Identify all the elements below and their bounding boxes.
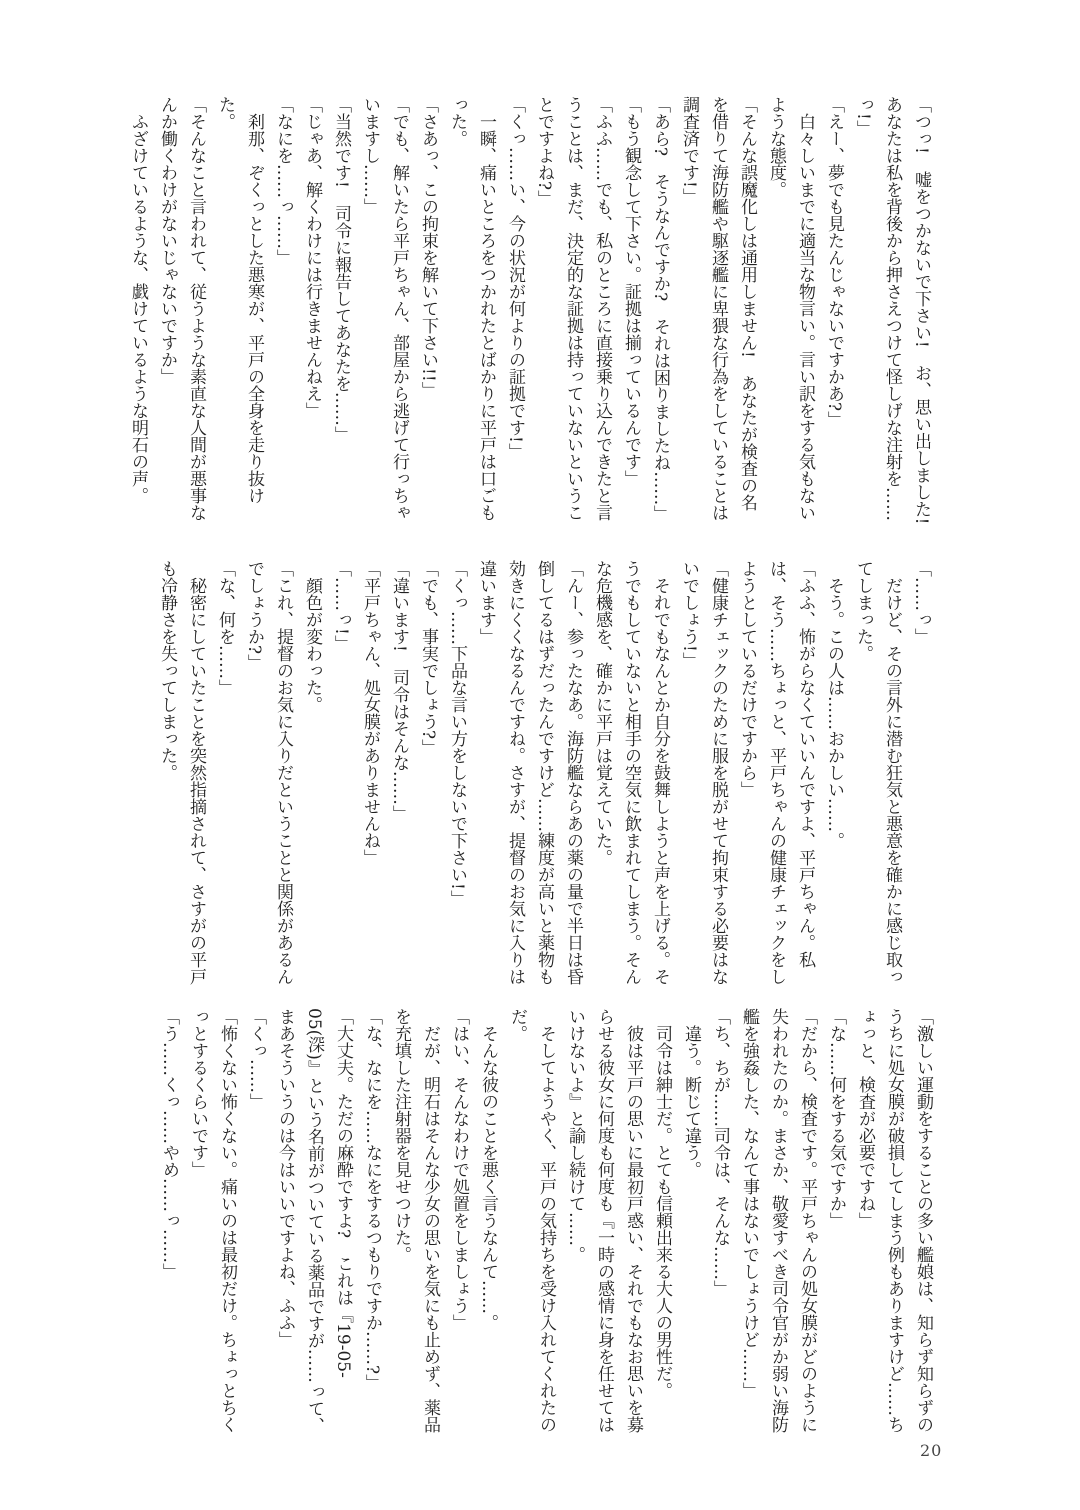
text-column-paragraph: 「そんな誤魔化しは通用しません! あなたが検査の名を借りて海防艦や駆逐艦に卑猥な行為をしていることは調査済です!」 <box>679 96 757 521</box>
text-column-paragraph: 「でも、解いたら平戸ちゃん、部屋から逃げて行っちゃいますし……」 <box>360 96 409 521</box>
text-column-paragraph: それでもなんとか自分を鼓舞しようと声を上げる。そうでもしていないと相手の空気に飲まれてしまう。そんな危機感を、確かに平戸は覚えていた。 <box>592 560 670 985</box>
text-column-paragraph: 「えー、夢でも見たんじゃないですかあ?」 <box>824 96 844 429</box>
text-column-paragraph: 「……っ!」 <box>331 560 351 652</box>
text-column-paragraph: 「怖くない怖くない。痛いのは最初だけ。ちょっとちくっとするくらいです」 <box>188 1008 237 1433</box>
text-column-paragraph: 「はい、そんなわけで処置をしましょう」 <box>449 1008 469 1331</box>
text-column-paragraph: ふざけているような、戯けているような明石の声。 <box>128 96 148 504</box>
text-column-paragraph: 「じゃあ、解くわけには行きませんねえ」 <box>302 96 322 419</box>
text-column-paragraph: 司令は紳士だ。とても信頼出来る大人の男性だ。 <box>652 1008 672 1399</box>
text-column-paragraph: 白々しいまでに適当な物言い。言い訳をする気もないような態度。 <box>766 96 815 521</box>
text-column-paragraph: 秘密にしていたことを突然指摘されて、さすがの平戸も冷静さを失ってしまった。 <box>157 560 206 985</box>
text-column-paragraph: そしてようやく、平戸の気持ちを受け入れてくれたのだ。 <box>507 1008 556 1433</box>
text-column-paragraph: 「でも、事実でしょう?」 <box>418 560 438 757</box>
text-column-paragraph: そんな彼のことを悪く言うなんて……。 <box>478 1008 498 1331</box>
text-column-paragraph: 「ふふ……でも、私のところに直接乗り込んできたと言うことは、まだ、決定的な証拠は持っていないということですよね?」 <box>534 96 612 521</box>
text-column-paragraph: 「くっ……い、今の状況が何よりの証拠です!」 <box>505 96 525 460</box>
text-column-paragraph: 「な……何をする気ですか」 <box>826 1008 846 1229</box>
text-column-paragraph: 「あら? そうなんですか? それは困りましたね……」 <box>650 96 670 523</box>
text-section-bottom <box>154 1008 937 1438</box>
text-column-paragraph: 「だから、検査です。平戸ちゃんの処女膜がどのように失われたのか。まさか、敬愛すべき司令官がか弱い海防艦を強姦した、なんて事はないでしょうけど……」 <box>739 1008 817 1433</box>
text-column-paragraph: 「なにを……っ……」 <box>273 96 293 266</box>
text-column-paragraph: 「そんなこと言われて、従うような素直な人間が悪事なんか働くわけがないじゃないですか」 <box>157 96 206 521</box>
text-column-paragraph: 一瞬、痛いところをつかれたとばかりに平戸は口ごもった。 <box>447 96 496 521</box>
text-column-paragraph: 「……っ」 <box>911 560 931 645</box>
text-column-paragraph: 「当然です! 司令に報告してあなたを……」 <box>331 96 351 443</box>
text-column-paragraph: 「う……くっ……やめ……っ……」 <box>159 1008 179 1280</box>
text-section-top <box>123 96 935 542</box>
text-column-paragraph: 「な、なにを……なにをするつもりですか……?」 <box>362 1008 382 1392</box>
text-column-paragraph: 「健康チェックのために服を脱がせて拘束する必要はないでしょう!」 <box>679 560 728 985</box>
text-column-paragraph: 「これ、提督のお気に入りだということと関係があるんでしょうか?」 <box>244 560 293 985</box>
text-column-paragraph: 「ち、ちが……司令は、そんな……」 <box>710 1008 730 1297</box>
text-column-paragraph: 「くっ……」 <box>246 1008 266 1110</box>
text-section-middle <box>152 560 935 990</box>
text-column-paragraph: 顔色が変わった。 <box>302 560 322 713</box>
text-column-paragraph: だけど、その言外に潜む狂気と悪意を確かに感じ取ってしまった。 <box>853 560 902 985</box>
text-column-paragraph: 違う。断じて違う。 <box>681 1008 701 1178</box>
text-column-paragraph: 刹那、ぞくっとした悪寒が、平戸の全身を走り抜けた。 <box>215 96 264 504</box>
text-column-paragraph: だが、明石はそんな少女の思いを気にも止めず、薬品を充填した注射器を見せつけた。 <box>391 1008 440 1433</box>
text-column-paragraph: 「つっ! 嘘をつかないで下さい! お、思い出しました! あなたは私を背後から押さえつけて怪しげな注射を……っ!」 <box>853 96 931 542</box>
text-column-paragraph: 「大丈夫。ただの麻酔ですよ? これは『19-05-05(深)』という名前がついている薬品ですが……って、まあそういうのは今はいいですよね、ふふ」 <box>275 1008 353 1434</box>
text-column-paragraph: 「くっ……下品な言い方をしないで下さい!」 <box>447 560 467 907</box>
text-column-paragraph: 「激しい運動をすることの多い艦娘は、知らず知らずのうちに処女膜が破損してしまう例もありますけど……ちょっと、検査が必要ですね」 <box>855 1008 933 1433</box>
text-column-paragraph: 「平戸ちゃん、処女膜がありませんね」 <box>360 560 380 866</box>
text-column-paragraph: 「さあっ、この拘束を解いて下さい!!」 <box>418 96 438 399</box>
text-column-paragraph: 「ふふ、怖がらなくていいんですよ、平戸ちゃん。私は、そう……ちょっと、平戸ちゃんの健康チェックをしようとしているだけですから」 <box>737 560 815 985</box>
text-column-paragraph: 「な、何を……」 <box>215 560 235 696</box>
page-number: 20 <box>920 1441 943 1460</box>
text-column-paragraph: 「もう観念して下さい。証拠は揃っているんです」 <box>621 96 641 487</box>
text-column-paragraph: 彼は平戸の思いに最初戸惑い、それでもなお思いを募らせる彼女に何度も何度も『一時の感情に身を任せてはいけないよ』と諭し続けて……。 <box>565 1008 643 1433</box>
text-column-paragraph: そう。この人は……おかしい……。 <box>824 560 844 849</box>
text-column-paragraph: 「んー、参ったなあ。海防艦ならあの薬の量で半日は昏倒してるはずだったんですけど……練度が高いと薬物も効きにくくなるんですね。さすが、提督のお気に入りは違います」 <box>476 560 583 985</box>
text-column-paragraph: 「違います! 司令はそんな……」 <box>389 560 409 822</box>
